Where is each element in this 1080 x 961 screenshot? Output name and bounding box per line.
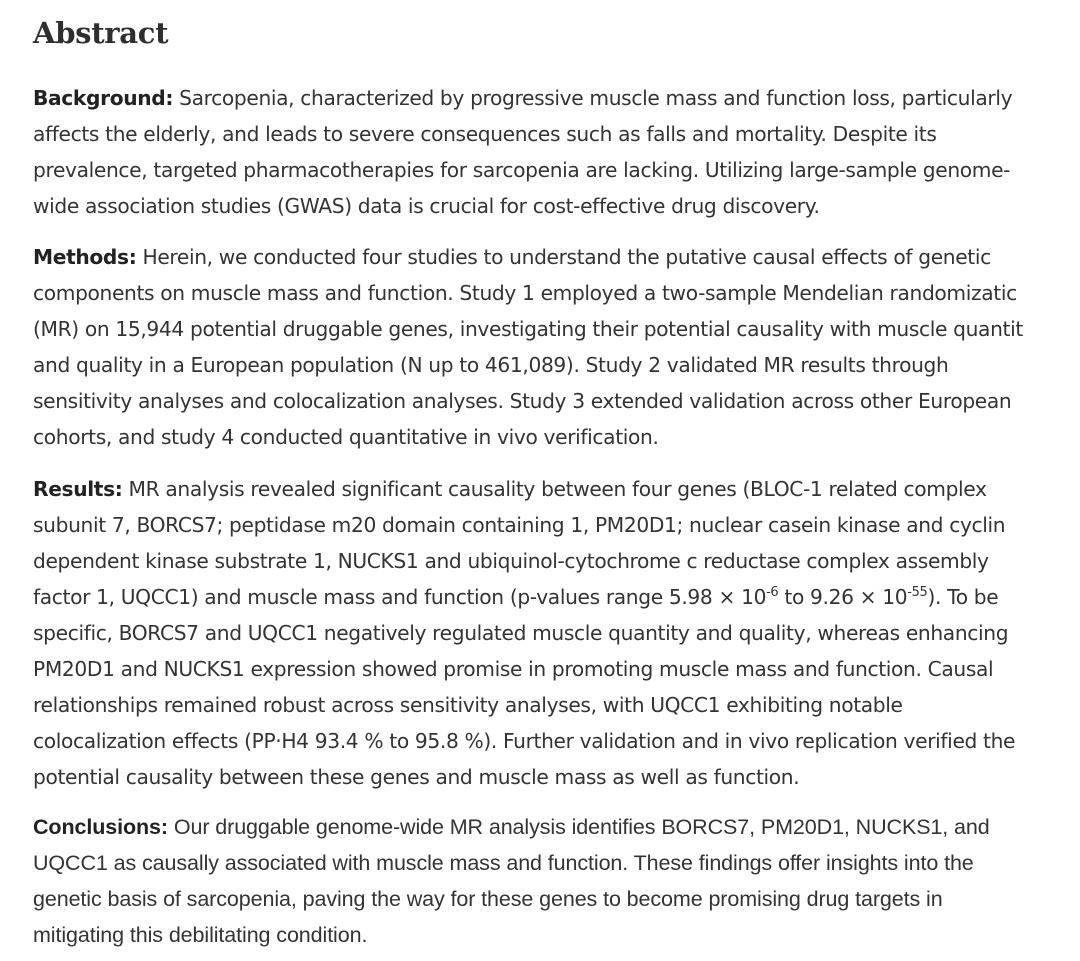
abstract-line: specific, BORCS7 and UQCC1 negatively regulated muscle quantity and quality, whereas enhancing bbox=[33, 621, 1009, 645]
pvalue-line bbox=[33, 579, 1080, 615]
abstract-line: wide association studies (GWAS) data is crucial for cost-effective drug discovery. bbox=[33, 194, 820, 218]
text-span: factor 1, UQCC1) and muscle mass and function (p-values range 5.98 × 10 bbox=[33, 585, 767, 609]
conclusions-label: Conclusions: bbox=[33, 815, 168, 839]
abstract-line: subunit 7, BORCS7; peptidase m20 domain containing 1, PM20D1; nuclear casein kinase and cyclin bbox=[33, 513, 1006, 537]
background-section bbox=[33, 80, 1080, 224]
methods-label: Methods: bbox=[33, 245, 137, 269]
abstract-line: sensitivity analyses and colocalization analyses. Study 3 extended validation across other European bbox=[33, 389, 1012, 413]
abstract-line: mitigating this debilitating condition. bbox=[33, 923, 368, 947]
abstract-line: cohorts, and study 4 conducted quantitative in vivo verification. bbox=[33, 425, 659, 449]
text-span: Herein, we conducted four studies to understand the putative causal effects of genetic bbox=[136, 245, 991, 269]
abstract-line bbox=[33, 809, 1080, 845]
conclusions-section bbox=[33, 809, 1080, 953]
results-section bbox=[33, 471, 1080, 795]
methods-section bbox=[33, 239, 1080, 455]
abstract-line bbox=[33, 80, 1080, 116]
abstract-line: PM20D1 and NUCKS1 expression showed promise in promoting muscle mass and function. Causal bbox=[33, 657, 994, 681]
abstract-heading: Abstract bbox=[33, 16, 169, 50]
exponent: -55 bbox=[907, 585, 928, 600]
text-span: Our druggable genome-wide MR analysis identifies BORCS7, PM20D1, NUCKS1, and bbox=[167, 815, 990, 839]
text-span: ). To be bbox=[927, 585, 999, 609]
abstract-line: UQCC1 as causally associated with muscle mass and function. These findings offer insights into the bbox=[33, 851, 974, 875]
abstract-line: affects the elderly, and leads to severe consequences such as falls and mortality. Despite its bbox=[33, 122, 937, 146]
abstract-line: prevalence, targeted pharmacotherapies for sarcopenia are lacking. Utilizing large-sample genome- bbox=[33, 158, 1011, 182]
abstract-line: and quality in a European population (N up to 461,089). Study 2 validated MR results through bbox=[33, 353, 949, 377]
abstract-line: (MR) on 15,944 potential druggable genes, investigating their potential causality with muscle quantit bbox=[33, 317, 1023, 341]
text-span: to 9.26 × 10 bbox=[778, 585, 908, 609]
abstract-line: relationships remained robust across sensitivity analyses, with UQCC1 exhibiting notable bbox=[33, 693, 903, 717]
abstract-line bbox=[33, 471, 1080, 507]
text-span: MR analysis revealed significant causality between four genes (BLOC-1 related complex bbox=[122, 477, 987, 501]
abstract-line: colocalization effects (PP·H4 93.4 % to 95.8 %). Further validation and in vivo replication verified the bbox=[33, 729, 1016, 753]
background-label: Background: bbox=[33, 86, 174, 110]
results-label: Results: bbox=[33, 477, 123, 501]
abstract-line: potential causality between these genes and muscle mass as well as function. bbox=[33, 765, 800, 789]
abstract-line bbox=[33, 239, 1080, 275]
abstract-line: genetic basis of sarcopenia, paving the way for these genes to become promising drug targets in bbox=[33, 887, 943, 911]
text-span: Sarcopenia, characterized by progressive muscle mass and function loss, particularly bbox=[173, 86, 1013, 110]
exponent: -6 bbox=[766, 585, 779, 600]
abstract-line: dependent kinase substrate 1, NUCKS1 and ubiquinol-cytochrome c reductase complex assembly bbox=[33, 549, 989, 573]
abstract-line: components on muscle mass and function. Study 1 employed a two-sample Mendelian randomizatic bbox=[33, 281, 1017, 305]
